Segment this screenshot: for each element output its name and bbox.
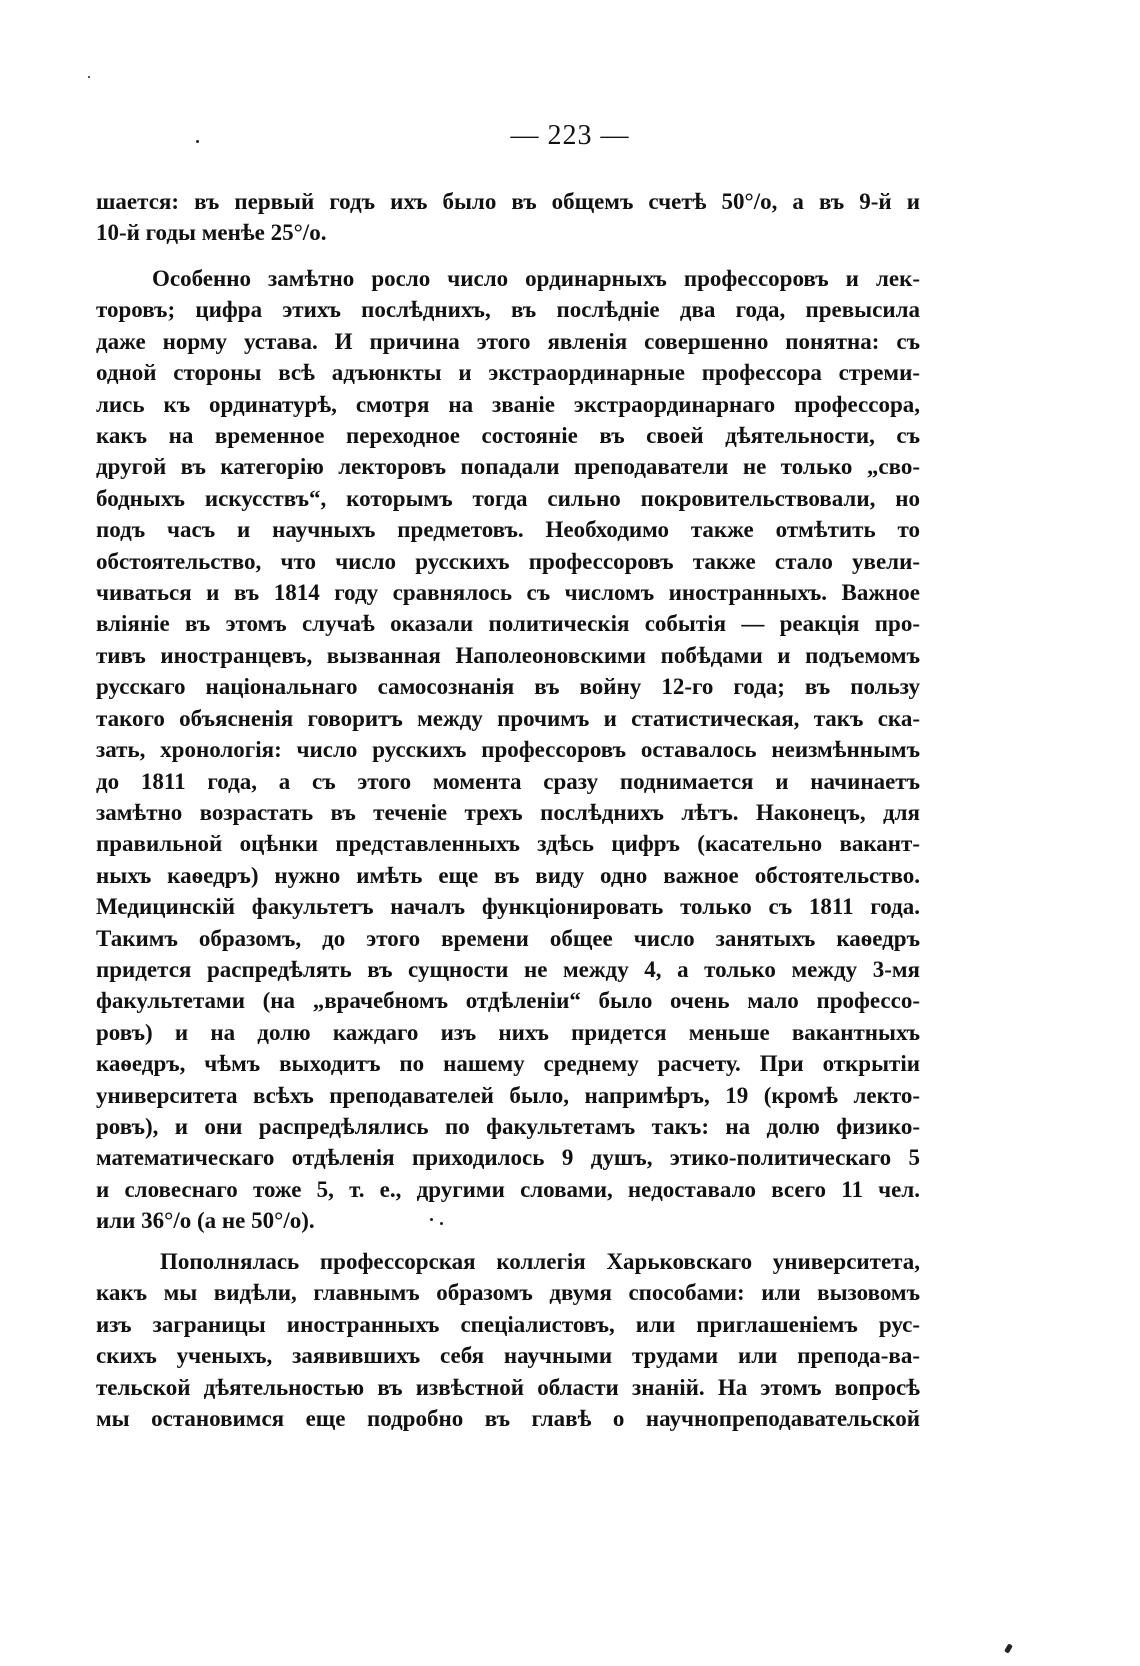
scan-speck <box>196 140 199 143</box>
text-line: и словеснаго тоже 5, т. е., другими словами, недоставало всего 11 чел. <box>96 1176 920 1202</box>
text-line: какъ на временное переходное состояніе въ своей дѣятельности, съ <box>96 423 920 449</box>
text-line: до 1811 года, а съ этого момента сразу поднимается и начинаетъ <box>96 768 920 794</box>
text-line: бодныхъ искусствъ“, которымъ тогда сильно покровительствовали, но <box>96 485 920 511</box>
page-number: — 223 — <box>510 120 630 151</box>
text-line: одной стороны всѣ адъюнкты и экстраординарные профессора стреми- <box>96 360 920 386</box>
text-line: вліяніе въ этомъ случаѣ оказали политическія событія — реакція про- <box>96 611 920 637</box>
scan-speck <box>1004 1643 1013 1653</box>
text-line: Пополнялась профессорская коллегія Харьковскаго университета, <box>160 1249 920 1274</box>
text-line: русскаго національнаго самосознанія въ войну 12-го года; въ пользу <box>96 674 920 700</box>
text-line: другой въ категорію лекторовъ попадали преподаватели не только „сво- <box>96 454 920 480</box>
text-line: даже норму устава. И причина этого явленія совершенно понятна: съ <box>96 328 920 354</box>
text-line: мы остановимся еще подробно въ главѣ о научнопреподавательской <box>96 1406 920 1432</box>
text-line: Особенно замѣтно росло число ординарныхъ профессоровъ и лек- <box>152 266 920 291</box>
text-line: Медицинскій факультетъ началъ функціонировать только съ 1811 года. <box>96 894 920 920</box>
text-line: замѣтно возрастать въ теченіе трехъ послѣднихъ лѣтъ. Наконецъ, для <box>96 799 920 825</box>
paragraph-3 <box>96 1246 920 1434</box>
text-line: Такимъ образомъ, до этого времени общее число занятыхъ каѳедръ <box>96 925 920 951</box>
text-line: чиваться и въ 1814 году сравнялось съ числомъ иностранныхъ. Важное <box>96 580 920 606</box>
text-line: придется распредѣлять въ сущности не между 4, а только между 3-мя <box>96 956 920 982</box>
text-line: правильной оцѣнки представленныхъ здѣсь цифръ (касательно вакант- <box>96 831 920 857</box>
scan-speck <box>440 1222 443 1225</box>
text-line: тивъ иностранцевъ, вызванная Наполеоновскими побѣдами и подъемомъ <box>96 642 920 668</box>
text-line: торовъ; цифра этихъ послѣднихъ, въ послѣдніе два года, превысила <box>96 297 920 323</box>
paragraph-1 <box>96 186 920 249</box>
text-line: подъ часъ и научныхъ предметовъ. Необходимо также отмѣтить то <box>96 517 920 543</box>
text-line: тельской дѣятельностью въ извѣстной области знаній. На этомъ вопросѣ <box>96 1374 920 1400</box>
text-line: зать, хронологія: число русскихъ профессоровъ оставалось неизмѣннымъ <box>96 737 920 763</box>
scan-speck <box>88 76 90 78</box>
text-line: лись къ ординатурѣ, смотря на званіе экстраординарнаго профессора, <box>96 391 920 417</box>
text-line: факультетами (на „врачебномъ отдѣленіи“ было очень мало профессо- <box>96 988 920 1014</box>
text-line: обстоятельство, что число русскихъ профессоровъ также стало увели- <box>96 548 920 574</box>
text-line: 10-й годы менѣе 25°/о. <box>96 220 327 246</box>
text-line: ныхъ каѳедръ) нужно имѣть еще въ виду одно важное обстоятельство. <box>96 862 920 888</box>
text-line: математическаго отдѣленія приходилось 9 душъ, этико-политическаго 5 <box>96 1145 920 1171</box>
text-line: изъ заграницы иностранныхъ спеціалистовъ, или приглашеніемъ рус- <box>96 1311 920 1337</box>
text-line: скихъ ученыхъ, заявившихъ себя научными трудами или препода-ва- <box>96 1343 920 1369</box>
text-line: университета всѣхъ преподавателей было, напримѣръ, 19 (кромѣ лекто- <box>96 1082 920 1108</box>
text-line: ровъ), и они распредѣлялись по факультетамъ такъ: на долю физико- <box>96 1113 920 1139</box>
text-line: какъ мы видѣли, главнымъ образомъ двумя способами: или вызовомъ <box>96 1280 920 1306</box>
text-line: каѳедръ, чѣмъ выходитъ по нашему среднему расчету. При открытіи <box>96 1051 920 1077</box>
text-line: такого объясненія говоритъ между прочимъ и статистическая, такъ ска- <box>96 705 920 731</box>
text-line: или 36°/о (а не 50°/о). <box>96 1208 315 1234</box>
text-line: ровъ) и на долю каждаго изъ нихъ придется меньше вакантныхъ <box>96 1019 920 1045</box>
scan-speck <box>430 1218 433 1221</box>
text-line: шается: въ первый годъ ихъ было въ общемъ счетѣ 50°/о, а въ 9-й и <box>96 189 920 214</box>
paragraph-2 <box>96 263 920 1237</box>
